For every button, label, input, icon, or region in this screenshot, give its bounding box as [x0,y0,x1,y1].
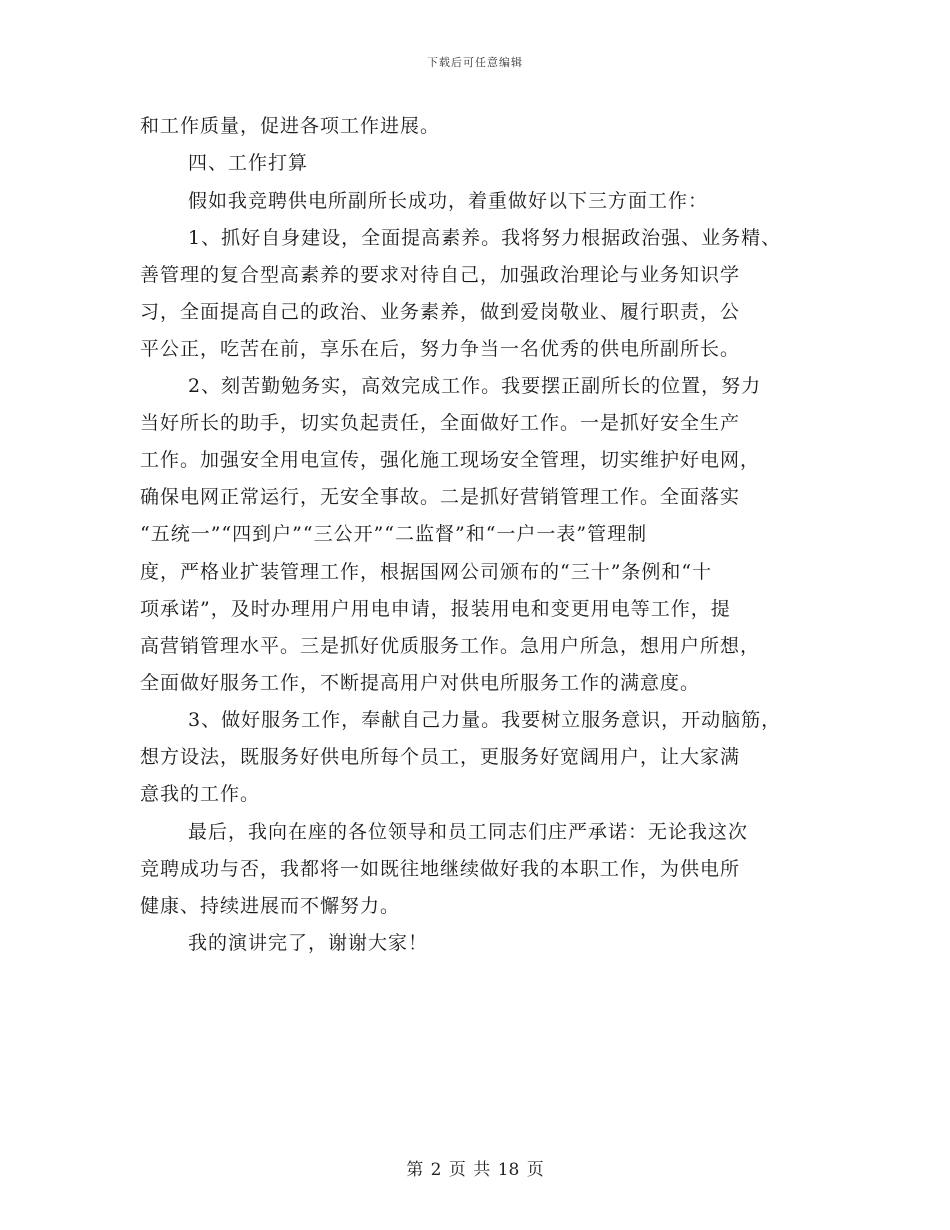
body-line: 习，全面提高自己的政治、业务素养，做到爱岗敬业、履行职责，公 [140,301,741,323]
body-line: 竞聘成功与否，我都将一如既往地继续做好我的本职工作，为供电所 [140,858,741,880]
body-line: 意我的工作。 [140,783,261,805]
body-line: “五统一”“四到户”“三公开”“二监督”和“一户一表”管理制 [140,523,648,545]
page-number: 第 2 页 共 18 页 [406,1160,544,1180]
body-line: 和工作质量，促进各项工作进展。 [140,115,441,137]
body-line: 高营销管理水平。三是抓好优质服务工作。急用户所急，想用户所想， [140,635,761,657]
body-line: 全面做好服务工作，不断提高用户对供电所服务工作的满意度。 [140,672,701,694]
body-line: 平公正，吃苦在前，享乐在后，努力争当一名优秀的供电所副所长。 [140,338,741,360]
header-note: 下载后可任意编辑 [427,56,523,69]
body-line: 当好所长的助手，切实负起责任，全面做好工作。一是抓好安全生产 [140,412,741,434]
body-line: 最后，我向在座的各位领导和员工同志们庄严承诺：无论我这次 [188,821,749,843]
body-line: 项承诺”，及时办理用户用电申请，报装用电和变更用电等工作，提 [140,598,731,620]
body-line: 1、抓好自身建设，全面提高素养。我将努力根据政治强、业务精、 [188,227,782,249]
body-line: 度，严格业扩装管理工作，根据国网公司颁布的“三十”条例和“十 [140,561,713,583]
body-line: 想方设法，既服务好供电所每个员工，更服务好宽阔用户，让大家满 [140,746,741,768]
closing-line: 我的演讲完了，谢谢大家！ [188,932,429,954]
body-line: 2、刻苦勤勉务实，高效完成工作。我要摆正副所长的位置，努力 [188,375,762,397]
section-heading: 四、工作打算 [188,152,309,174]
body-line: 3、做好服务工作，奉献自己力量。我要树立服务意识，开动脑筋， [188,709,782,731]
body-line: 假如我竞聘供电所副所长成功，着重做好以下三方面工作： [188,190,709,212]
body-line: 健康、持续进展而不懈努力。 [140,895,401,917]
body-line: 工作。加强安全用电宣传，强化施工现场安全管理，切实维护好电网， [140,449,761,471]
body-line: 确保电网正常运行，无安全事故。二是抓好营销管理工作。全面落实 [140,486,741,508]
body-line: 善管理的复合型高素养的要求对待自己，加强政治理论与业务知识学 [140,264,741,286]
